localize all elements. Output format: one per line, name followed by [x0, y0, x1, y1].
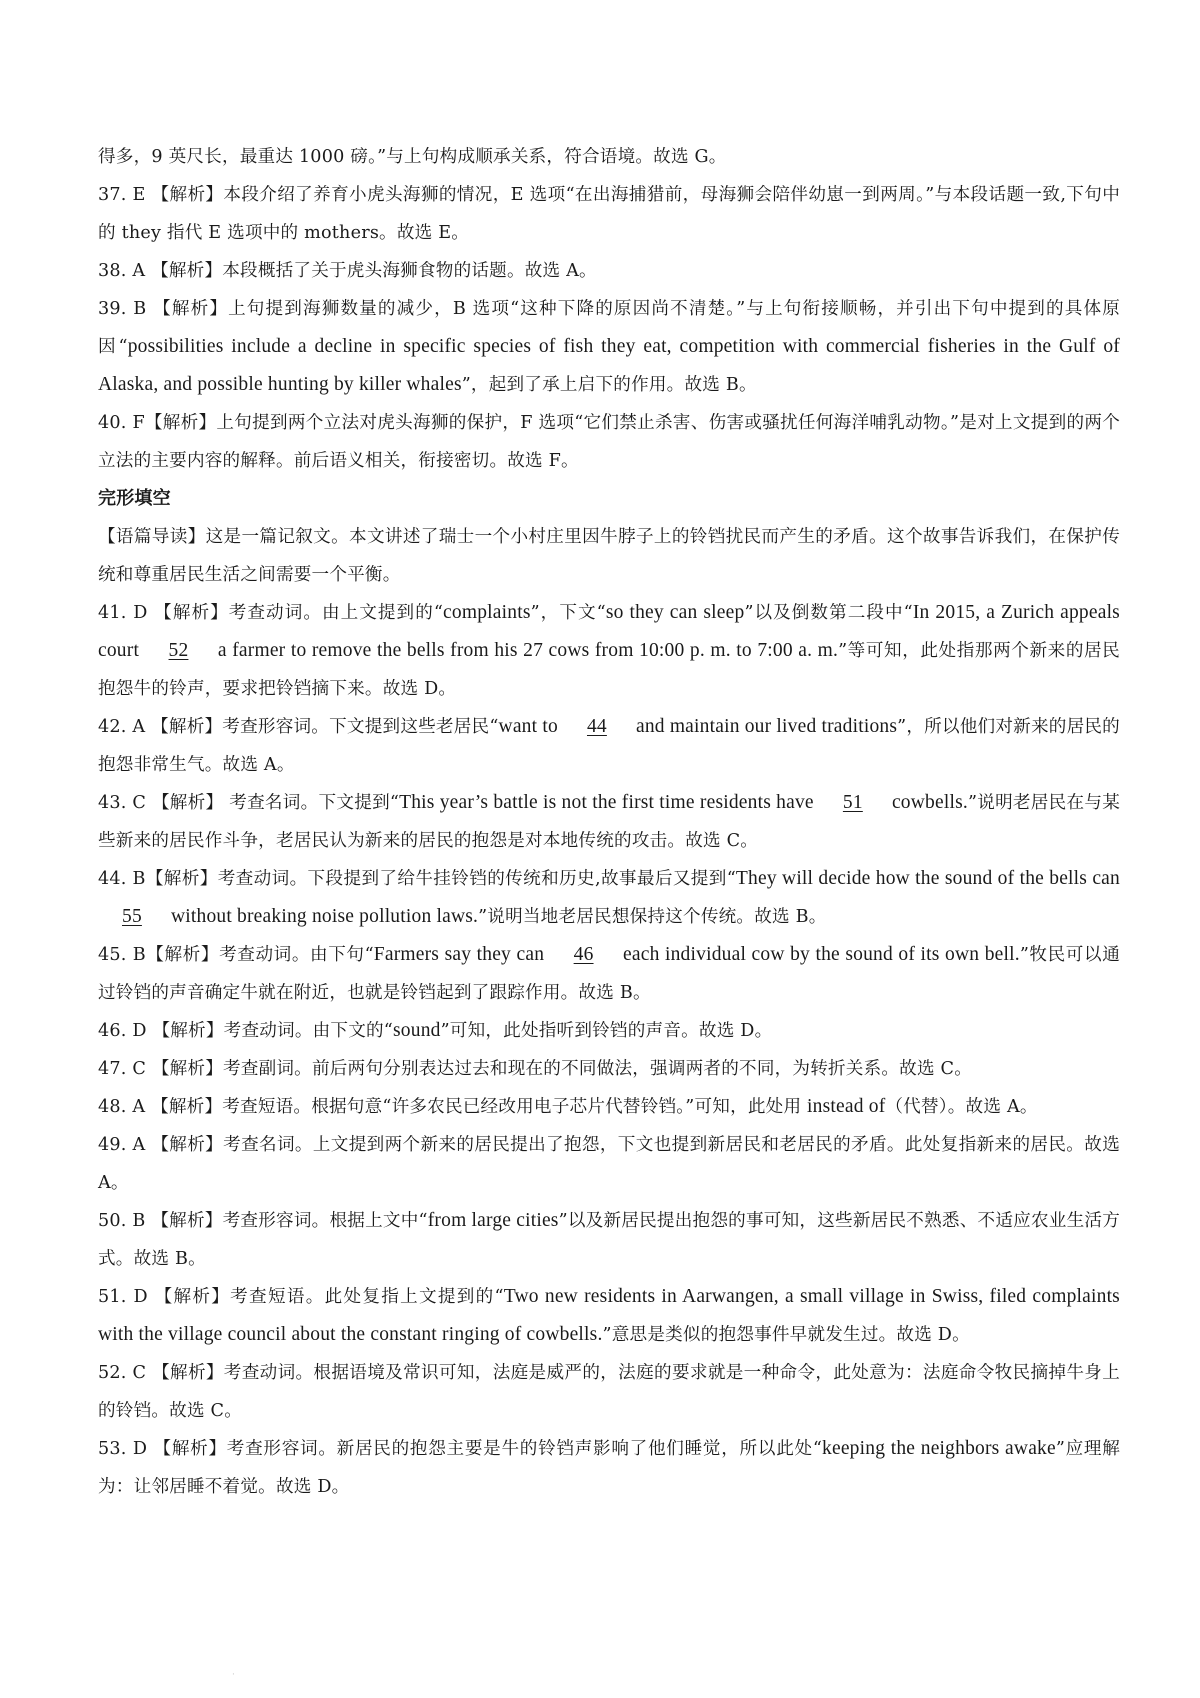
text-run: ”说明老居民在与某些新来的居民作斗争，老居民认为新来的居民的抱怨是对本地传统的攻击。故选 C。	[98, 793, 1120, 851]
answer-paragraph	[98, 1126, 1120, 1202]
answer-paragraph	[98, 1050, 1120, 1088]
english-quote: possibilities include a decline in specific species of fish they eat, competition with commercial fisheries in the Gulf of Alaska, and possible hunting by killer whales	[98, 336, 1120, 395]
text-run: ”等可知，此处指那两个新来的居民抱怨牛的铃声，要求把铃铛摘下来。故选 D。	[98, 641, 1120, 699]
answer-paragraph	[98, 1202, 1120, 1278]
blank-number: 46	[573, 944, 594, 965]
text-run: 49. A 【解析】考查名词。上文提到两个新来的居民提出了抱怨，下文也提到新居民和老居民的矛盾。此处复指新来的居民。故选 A。	[98, 1135, 1120, 1193]
answer-paragraph	[98, 290, 1120, 404]
english-quote: each individual cow by the sound of its own bell.	[617, 944, 1020, 965]
answer-paragraph	[98, 138, 1120, 176]
text-run: 51. D 【解析】考查短语。此处复指上文提到的“	[98, 1287, 504, 1307]
text-run: ”以及新居民提出抱怨的事可知，这些新居民不熟悉、不适应农业生活方式。故选 B。	[98, 1211, 1121, 1269]
text-run: 43. C 【解析】 考查名词。下文提到“	[98, 793, 400, 813]
text-run: 48. A 【解析】考查短语。根据句意“许多农民已经改用电子芯片代替铃铛。”可知，此处用	[98, 1097, 808, 1117]
document-body	[98, 138, 1120, 1506]
blank-number: 44	[586, 716, 607, 737]
english-quote: so they can sleep	[605, 602, 745, 623]
text-run: 【语篇导读】这是一篇记叙文。本文讲述了瑞士一个小村庄里因牛脖子上的铃铛扰民而产生的矛盾。这个故事告诉我们，在保护传统和尊重居民生活之间需要一个平衡。	[98, 527, 1120, 585]
text-run: 47. C 【解析】考查副词。前后两句分别表达过去和现在的不同做法，强调两者的不同，为转折关系。故选 C。	[98, 1059, 973, 1079]
text-run: （代替）。故选 A。	[885, 1097, 1038, 1117]
answer-paragraph	[98, 1278, 1120, 1354]
english-quote: complaints	[443, 602, 531, 623]
text-run: ”，起到了承上启下的作用。故选 B。	[461, 375, 757, 395]
english-quote: sound	[393, 1020, 441, 1041]
answer-paragraph	[98, 176, 1120, 252]
answer-paragraph	[98, 594, 1120, 708]
text-run: ”意思是类似的抱怨事件早就发生过。故选 D。	[602, 1325, 970, 1345]
text-run: ”牧民可以通过铃铛的声音确定牛就在附近，也就是铃铛起到了跟踪作用。故选 B。	[98, 945, 1120, 1003]
text-run: ”，下文“	[530, 603, 606, 623]
text-run: 39. B 【解析】上句提到海狮数量的减少，B 选项“这种下降的原因尚不清楚。”与上句衔接顺畅，并引出下句中提到的具体原因“	[98, 299, 1120, 357]
blank-number: 51	[842, 792, 863, 813]
english-quote: They will decide how the sound of the bells can	[735, 868, 1120, 889]
text-run: ”说明当地老居民想保持这个传统。故选 B。	[478, 907, 827, 927]
text-run: 50. B 【解析】考查形容词。根据上文中“	[98, 1211, 428, 1231]
answer-paragraph	[98, 1088, 1120, 1126]
english-quote: instead of	[807, 1096, 886, 1117]
blank-number: 52	[168, 640, 189, 661]
english-quote: and maintain our lived traditions	[630, 716, 898, 737]
english-quote: cowbells.	[886, 792, 968, 813]
english-quote: keeping the neighbors awake	[822, 1438, 1056, 1459]
text-run: 41. D 【解析】考查动词。由上文提到的“	[98, 603, 444, 623]
text-run: ”以及倒数第二段中“	[744, 603, 913, 623]
answer-paragraph	[98, 936, 1120, 1012]
text-run: 40. F【解析】上句提到两个立法对虎头海狮的保护，F 选项“它们禁止杀害、伤害或骚扰任何海洋哺乳动物。”是对上文提到的两个立法的主要内容的解释。前后语义相关，衔接密切。故选 F。	[98, 413, 1120, 471]
text-run: 44. B【解析】考查动词。下段提到了给牛挂铃铛的传统和历史,故事最后又提到“	[98, 869, 736, 889]
text-run: ”，所以他们对新来的居民的抱怨非常生气。故选 A。	[98, 717, 1120, 775]
answer-paragraph	[98, 252, 1120, 290]
english-quote: want to	[498, 716, 563, 737]
english-quote: without breaking noise pollution laws.	[165, 906, 479, 927]
section-heading	[98, 480, 1120, 518]
english-quote: This year’s battle is not the first time residents have	[399, 792, 819, 813]
english-quote: Two new residents in Aarwangen, a small village in Swiss, filed complaints with the village council about the constant ringing of cowbells.	[98, 1286, 1120, 1345]
text-run: 46. D 【解析】考查动词。由下文的“	[98, 1021, 393, 1041]
text-run: 45. B【解析】考查动词。由下句“	[98, 945, 374, 965]
answer-paragraph	[98, 404, 1120, 480]
english-quote: from large cities	[427, 1210, 559, 1231]
text-run: 37. E 【解析】本段介绍了养育小虎头海狮的情况，E 选项“在出海捕猎前，母海狮会陪伴幼崽一到两周。”与本段话题一致,下句中的 they 指代 E 选项中的 mothers。故选 E。	[98, 185, 1120, 243]
text-run: ”可知，此处指听到铃铛的声音。故选 D。	[440, 1021, 773, 1041]
text-run: 得多，9 英尺长，最重达 1000 磅。”与上句构成顺承关系，符合语境。故选 G。	[98, 147, 727, 167]
text-run: 42. A 【解析】考查形容词。下文提到这些老居民“	[98, 717, 499, 737]
english-quote: In 2015, a Zurich appeals court	[98, 602, 1120, 661]
answer-paragraph	[98, 708, 1120, 784]
page-footer-mark: ·	[232, 1670, 235, 1680]
answer-paragraph	[98, 784, 1120, 860]
answer-paragraph	[98, 1430, 1120, 1506]
text-run: ”应理解为：让邻居睡不着觉。故选 D。	[98, 1439, 1120, 1497]
text-run: 完形填空	[98, 488, 171, 509]
text-run: 52. C 【解析】考查动词。根据语境及常识可知，法庭是威严的，法庭的要求就是一种命令，此处意为：法庭命令牧民摘掉牛身上的铃铛。故选 C。	[98, 1363, 1120, 1421]
text-run: 53. D 【解析】考查形容词。新居民的抱怨主要是牛的铃铛声影响了他们睡觉，所以此处“	[98, 1439, 823, 1459]
answer-paragraph	[98, 518, 1120, 594]
text-run: 38. A 【解析】本段概括了关于虎头海狮食物的话题。故选 A。	[98, 261, 597, 281]
answer-paragraph	[98, 1012, 1120, 1050]
answer-paragraph	[98, 1354, 1120, 1430]
english-quote: Farmers say they can	[373, 944, 550, 965]
answer-paragraph	[98, 860, 1120, 936]
blank-number: 55	[122, 906, 142, 927]
english-quote: a farmer to remove the bells from his 27 cows from 10:00 p. m. to 7:00 a. m.	[212, 640, 839, 661]
